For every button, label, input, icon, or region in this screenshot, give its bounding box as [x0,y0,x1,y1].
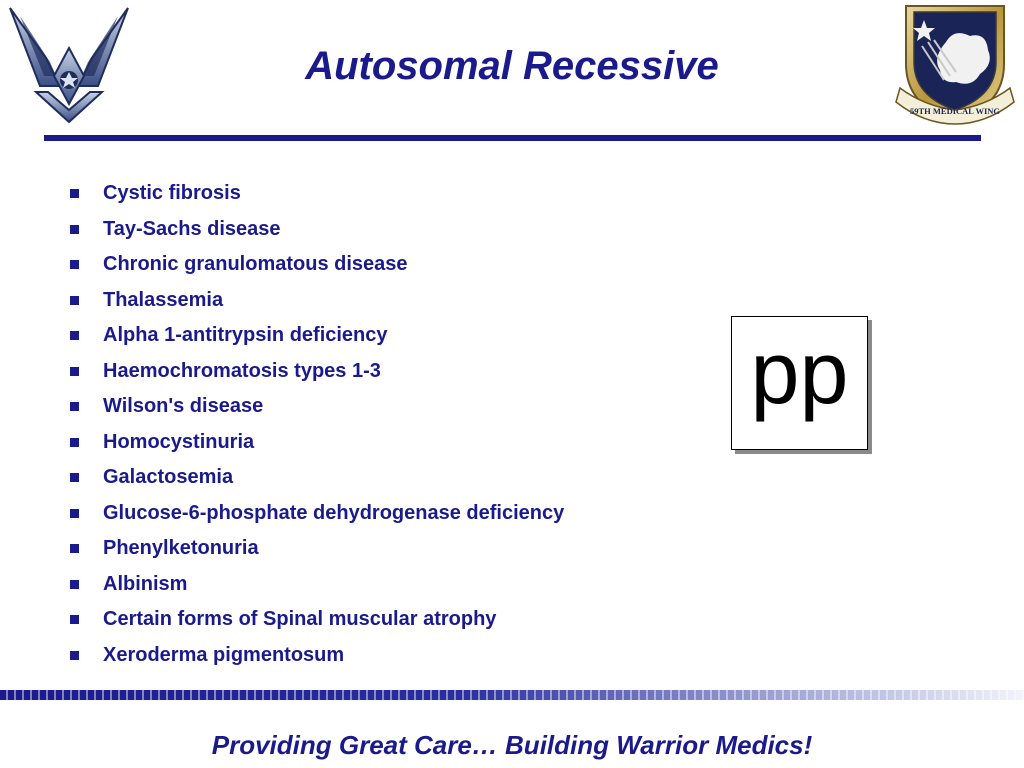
list-item [70,283,564,319]
list-item [70,247,564,283]
bullet-square-icon [70,438,79,447]
list-item-text: Alpha 1-antitrypsin deficiency [103,324,388,347]
list-item [70,318,564,354]
list-item [70,354,564,390]
list-item [70,389,564,425]
list-item [70,212,564,248]
genotype-label: pp [750,323,849,422]
list-item-text: Thalassemia [103,288,224,311]
footer-tagline: Providing Great Care… Building Warrior Medics! [211,730,813,760]
bullet-square-icon [70,189,79,198]
list-item-text: Wilson's disease [103,395,264,418]
list-item [70,425,564,461]
list-item-text: Homocystinuria [103,430,255,453]
disease-list [70,176,564,673]
bullet-square-icon [70,402,79,411]
bullet-square-icon [70,509,79,518]
list-item-text: Tay-Sachs disease [103,217,281,240]
list-item-text: Haemochromatosis types 1-3 [103,359,381,382]
bullet-square-icon [70,331,79,340]
list-item-text: Certain forms of Spinal muscular atrophy [103,608,497,631]
list-item-text: Glucose-6-phosphate dehydrogenase deficiency [103,501,565,524]
list-item-text: Cystic fibrosis [103,182,241,205]
title-divider [44,135,981,141]
list-item-text: Phenylketonuria [103,537,259,560]
bullet-square-icon [70,651,79,660]
bullet-square-icon [70,544,79,553]
bullet-square-icon [70,473,79,482]
list-item [70,460,564,496]
list-item-text: Xeroderma pigmentosum [103,643,345,666]
genotype-box [731,316,868,450]
bullet-square-icon [70,580,79,589]
list-item-text: Albinism [103,572,188,595]
list-item-text: Chronic granulomatous disease [103,253,408,276]
bullet-square-icon [70,225,79,234]
list-item [70,602,564,638]
list-item [70,176,564,212]
list-item [70,496,564,532]
footer-gradient-bar [0,690,1024,700]
bullet-square-icon [70,367,79,376]
bullet-square-icon [70,615,79,624]
slide-title: Autosomal Recessive [305,44,719,88]
medical-wing-text: 59TH MEDICAL WING [909,106,1001,116]
list-item [70,638,564,674]
bullet-square-icon [70,296,79,305]
list-item-text: Galactosemia [103,466,234,489]
bullet-square-icon [70,260,79,269]
list-item [70,567,564,603]
list-item [70,531,564,567]
